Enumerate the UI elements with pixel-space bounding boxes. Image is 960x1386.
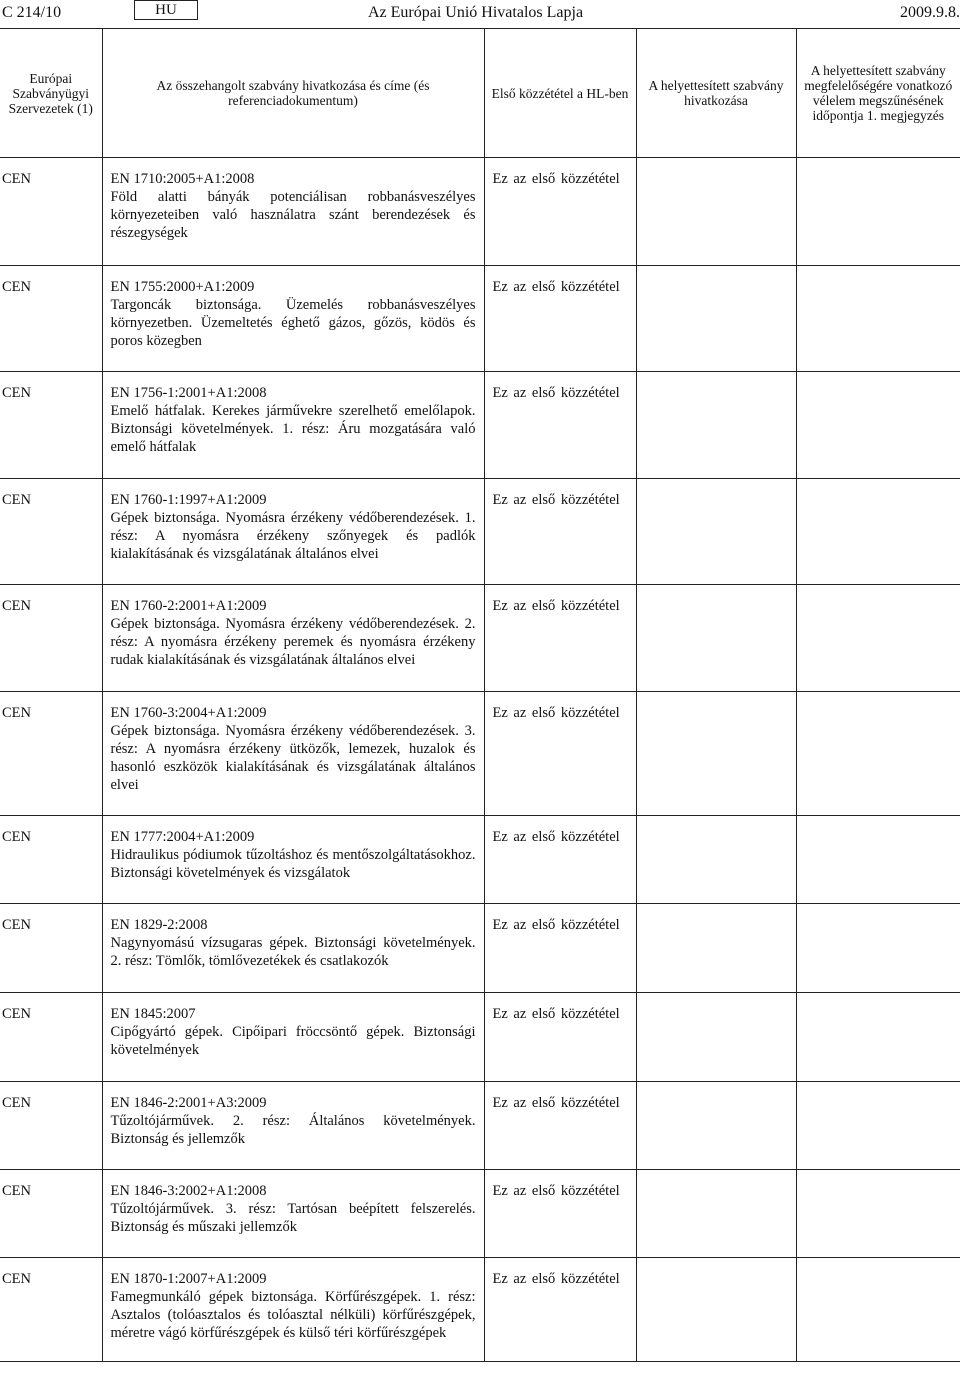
standard-reference: EN 1760-1:1997+A1:2009 [110,492,267,508]
standard-cell [102,585,484,692]
standard-cell [102,816,484,904]
standard-title: Tűzoltójárművek. 3. rész: Tartósan beépített felszerelés. Biztonság és műszaki jellemzők [110,1201,476,1235]
first-publication-cell: Ez az első közzététel [484,1082,636,1170]
first-publication-cell: Ez az első közzététel [484,904,636,993]
table-row [0,993,960,1082]
table-row [0,1082,960,1170]
standard-cell [102,266,484,372]
standard-cell [102,158,484,266]
column-header-replaced-standard: A helyettesített szabvány hivatkozása [636,29,796,158]
standard-reference: EN 1845:2007 [110,1006,196,1022]
publication-date: 2009.9.8. [900,4,960,21]
replaced-standard-cell [636,266,796,372]
cessation-date-cell [796,993,960,1082]
standard-reference: EN 1846-2:2001+A3:2009 [110,1095,267,1111]
standard-reference: EN 1777:2004+A1:2009 [110,829,255,845]
standard-title: Famegmunkáló gépek biztonsága. Körfűrészgépek. 1. rész: Asztalos (tolóasztalos és tolóasztal nélküli) körfűrészgépek, méretre vágó körfűrészgépek és külső téri körfűrészgépek [110,1289,476,1341]
standard-title: Hidraulikus pódiumok tűzoltáshoz és mentőszolgáltatásokhoz. Biztonsági követelmények és vizsgálatok [110,847,476,881]
org-cell: CEN [0,372,102,479]
replaced-standard-cell [636,692,796,816]
language-code-box: HU [134,0,198,20]
standard-title: Gépek biztonsága. Nyomásra érzékeny védőberendezések. 1. rész: A nyomásra érzékeny szőnyegek és padlók kialakításának és vizsgálatának általános elvei [110,510,476,562]
standard-title: Gépek biztonsága. Nyomásra érzékeny védőberendezések. 3. rész: A nyomásra érzékeny ütközők, lemezek, huzalok és hasonló eszközök kialakításának és vizsgálatának általános elvei [110,723,476,793]
org-cell: CEN [0,266,102,372]
first-publication-cell: Ez az első közzététel [484,479,636,585]
page-header [0,0,960,26]
standard-reference: EN 1870-1:2007+A1:2009 [110,1271,267,1287]
standard-title: Nagynyomású vízsugaras gépek. Biztonsági követelmények. 2. rész: Tömlők, tömlővezetékek és csatlakozók [110,935,476,969]
first-publication-cell: Ez az első közzététel [484,1258,636,1362]
standard-title: Emelő hátfalak. Kerekes járművekre szerelhető emelőlapok. Biztonsági követelmények. 1. rész: Áru mozgatására való emelő hátfalak [110,403,476,455]
replaced-standard-cell [636,1258,796,1362]
standard-reference: EN 1829-2:2008 [110,917,208,933]
org-cell: CEN [0,692,102,816]
first-publication-cell: Ez az első közzététel [484,372,636,479]
table-row [0,692,960,816]
org-cell: CEN [0,904,102,993]
column-header-first-publication: Első közzététel a HL-ben [484,29,636,158]
cessation-date-cell [796,692,960,816]
standard-cell [102,993,484,1082]
org-cell: CEN [0,1170,102,1258]
standard-cell [102,1082,484,1170]
first-publication-cell: Ez az első közzététel [484,1170,636,1258]
standard-reference: EN 1756-1:2001+A1:2008 [110,385,267,401]
table-row [0,1170,960,1258]
org-cell: CEN [0,816,102,904]
cessation-date-cell [796,904,960,993]
org-cell: CEN [0,1258,102,1362]
journal-title: Az Európai Unió Hivatalos Lapja [368,4,584,21]
org-cell: CEN [0,585,102,692]
table-row [0,158,960,266]
column-header-cessation-date: A helyettesített szabvány megfelelőségére vonatkozó vélelem megszűnésének időpontja 1. megjegyzés [796,29,960,158]
replaced-standard-cell [636,158,796,266]
standard-cell [102,692,484,816]
org-cell: CEN [0,1082,102,1170]
standard-reference: EN 1760-3:2004+A1:2009 [110,705,267,721]
replaced-standard-cell [636,816,796,904]
first-publication-cell: Ez az első közzététel [484,816,636,904]
standard-reference: EN 1710:2005+A1:2008 [110,171,255,187]
cessation-date-cell [796,266,960,372]
standard-title: Targoncák biztonsága. Üzemelés robbanásveszélyes környezetben. Üzemeltetés éghető gázos, gőzös, ködös és poros közegben [110,297,476,349]
first-publication-cell: Ez az első közzététel [484,692,636,816]
table-row [0,1258,960,1362]
cessation-date-cell [796,479,960,585]
table-row [0,904,960,993]
standard-cell [102,479,484,585]
standard-cell [102,904,484,993]
standard-cell [102,1170,484,1258]
replaced-standard-cell [636,585,796,692]
standard-reference: EN 1755:2000+A1:2009 [110,279,255,295]
first-publication-cell: Ez az első közzététel [484,585,636,692]
standard-title: Gépek biztonsága. Nyomásra érzékeny védőberendezések. 2. rész: A nyomásra érzékeny peremek és nyomásra érzékeny rudak kialakításának és vizsgálatának általános elvei [110,616,476,668]
cessation-date-cell [796,1258,960,1362]
standard-title: Föld alatti bányák potenciálisan robbanásveszélyes környezeteiben való használatra szánt berendezések és részegységek [110,189,476,241]
standards-table [0,28,960,1362]
table-row [0,585,960,692]
table-row [0,372,960,479]
column-header-org: Európai Szabványügyi Szervezetek (1) [0,29,102,158]
org-cell: CEN [0,479,102,585]
cessation-date-cell [796,816,960,904]
cessation-date-cell [796,1170,960,1258]
standard-title: Cipőgyártó gépek. Cipőipari fröccsöntő gépek. Biztonsági követelmények [110,1024,476,1058]
standard-cell [102,1258,484,1362]
replaced-standard-cell [636,1082,796,1170]
standard-title: Tűzoltójárművek. 2. rész: Általános követelmények. Biztonság és jellemzők [110,1113,476,1147]
standard-reference: EN 1846-3:2002+A1:2008 [110,1183,267,1199]
table-row [0,266,960,372]
cessation-date-cell [796,372,960,479]
replaced-standard-cell [636,904,796,993]
column-header-reference: Az összehangolt szabvány hivatkozása és címe (és referenciadokumentum) [102,29,484,158]
replaced-standard-cell [636,372,796,479]
replaced-standard-cell [636,1170,796,1258]
table-header-row [0,29,960,158]
cessation-date-cell [796,158,960,266]
table-row [0,816,960,904]
org-cell: CEN [0,993,102,1082]
cessation-date-cell [796,1082,960,1170]
standard-reference: EN 1760-2:2001+A1:2009 [110,598,267,614]
page-reference: C 214/10 [2,4,62,21]
replaced-standard-cell [636,993,796,1082]
table-row [0,479,960,585]
first-publication-cell: Ez az első közzététel [484,993,636,1082]
first-publication-cell: Ez az első közzététel [484,266,636,372]
standard-cell [102,372,484,479]
org-cell: CEN [0,158,102,266]
replaced-standard-cell [636,479,796,585]
first-publication-cell: Ez az első közzététel [484,158,636,266]
cessation-date-cell [796,585,960,692]
